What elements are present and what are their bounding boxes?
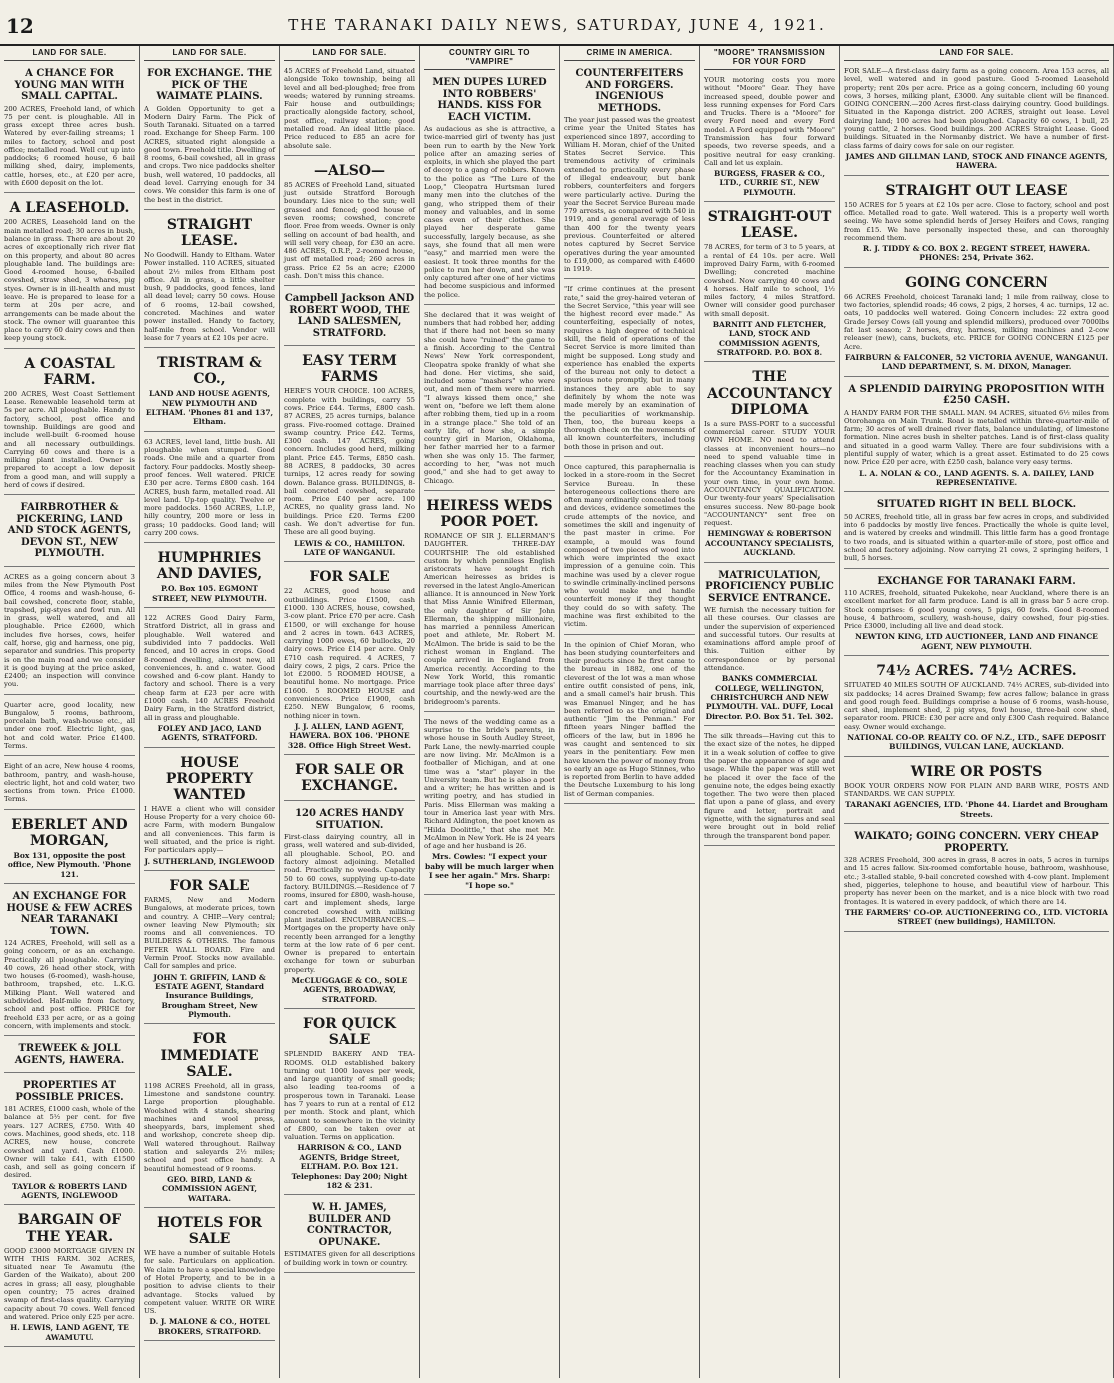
ad-body-text: WE have a number of suitable Hotels for sale. Particulars on application. We claim to have a special knowledge of Hotel Property, and to be in a position to advise clients to their advantage. Stocks valued by competent valuer. WRITE OR WIRE US. bbox=[144, 1249, 275, 1316]
ad-signature: HEMINGWAY & ROBERTSON ACCOUNTANCY SPECIALISTS, AUCKLAND. bbox=[704, 529, 835, 558]
ad-heading: WAIKATO; GOING CONCERN. VERY CHEAP PROPERTY. bbox=[854, 831, 1099, 854]
ad-body-text: GOOD £3000 MORTGAGE GIVEN IN WITH THIS FARM. 302 ACRES, situated near Te Awamutu (the Garden of the Waikato), about 200 acres in grass; all easy, ploughable open country; 75 acres drained swamp of first-class quality. Carrying capacity about 70 cows. Well fenced and watered. Price only £25 per acre. bbox=[4, 1246, 135, 1321]
ad-heading: A CHANCE FOR YOUNG MAN WITH SMALL CAPITAL. bbox=[14, 68, 125, 102]
ad-signature: THE FARMERS' CO-OP. AUCTIONEERING CO., LTD. VICTORIA STREET (new buildings), HAMILTON. bbox=[845, 907, 1108, 927]
ad-body-text: 200 ACRES, West Coast Settlement Lease. Renewable leasehold term at 5s per acre. All ploughable. Handy to factory, school, post office and township. Buildings are good and include well-built 6-roomed house and all necessary outbuildings. Carrying 60 cows and there is a milking plant installed. Owner is prepared to accept a low deposit from a good man, and will supply a herd of cows if desired. bbox=[4, 389, 135, 489]
advertisement bbox=[704, 729, 835, 846]
ad-signature: JAMES AND GILLMAN LAND, STOCK AND FINANCE AGENTS, HAWERA. bbox=[845, 151, 1108, 171]
ad-body-text: HERE'S YOUR CHOICE. 100 ACRES, complete with buildings, carry 55 cows. Price £44. Terms, £800 cash. 87 ACRES, 25 acres turnips, balance grass. Five-roomed cottage. Drained swamp country. Price £42. Terms, £300 cash. 147 ACRES, going concern. Includes good herd, milking plant. Price £45. Terms, £850 cash. 88 ACRES, 8 paddocks, 30 acres turnips, 12 acres ready for sowing down. Balance grass. BUILDINGS, 8-bail concreted cowshed, separate room. Price £40 per acre. 100 ACRES, no quality grass land. No buildings. Price £20. Terms £200 cash. We don't advertise for fun. These are all good buying. bbox=[284, 387, 415, 537]
ad-signature: TAYLOR & ROBERTS LAND AGENTS, INGLEWOOD bbox=[12, 1181, 127, 1201]
ad-heading: PROPERTIES AT POSSIBLE PRICES. bbox=[15, 1080, 124, 1103]
ad-signature: BURGESS, FRASER & CO., LTD., CURRIE ST., NEW PLYMOUTH. bbox=[714, 169, 825, 197]
advertisement bbox=[4, 1076, 135, 1205]
ad-body-text: ROMANCE OF SIR J. ELLERMAN'S DAUGHTER. THREE-DAY COURTSHIP. The old established custom by which penniless English aristocrats have sought rich American heiresses as brides is reversed in the latest Anglo-American alliance. It is announced in New York that Miss Annie Winifred Ellerman, the only daughter of Sir John Ellerman, the shipping millionaire, has married a penniless American poet and athlete, Mr. Robert M. McAlmon. The bride is said to be the richest woman in England. The couple arrived in England from America recently. According to the New York World, this romantic marriage took place after three days' courtship, and the newly-wed are the bridegroom's parents. bbox=[424, 532, 556, 706]
masthead bbox=[0, 0, 1114, 46]
column-header: LAND FOR SALE. bbox=[284, 46, 415, 61]
ad-body-text: A HANDY FARM FOR THE SMALL MAN. 94 ACRES, situated 6½ miles from Otorohanga on Main Trunk. Road is metalled within three-quarter-mile of farm; 30 acres of well drained river flats, balance undulating, of limestone formation. Nine acres bush in shelter patches. Land is of first-class quality and situated in a good warm Valley. There are four subdivisions with a plentiful supply of water, which is a great asset. Estimated to do 25 cows now. Price £20 per acre, with £250 cash, balance very easy terms. bbox=[844, 408, 1109, 467]
ad-body-text: Once captured, this paraphernalia is locked in a store-room in the Secret Service Bureau. In these heterogeneous collections there are often many ordinarily concealed tools and devices, evidence sometimes the crude attempts of the novice, and sometimes the skill and ingenuity of the past master in crime. For example, a mould was found composed of two pieces of wood into which were imprinted the exact impression of a genuine coin. This machine was used by a clever rogue to swindle criminally-inclined persons who would make and handle counterfeit money if they thought they could do so with safety. The machine was first exhibited to the victim. bbox=[564, 462, 695, 629]
advertisement bbox=[4, 887, 135, 1036]
ad-body-text: The year just passed was the greatest crime year the United States has experienced since 1897, according to William H. Moran, chief of the United States Secret Service. This tremendous activity of criminals extended to practically every phase of illegal endeavour, but bank robbers, counterfeiters and forgers were particularly active. During the year the Secret Service Bureau made 779 arrests, as compared with 540 in 1919, and a general average of less than 400 for the twenty years previous. Counterfeited or altered notes captured by Secret Service operatives during the year amounted to £19,000, as compared with £4600 in 1919. bbox=[564, 116, 695, 274]
advertisement bbox=[284, 349, 415, 562]
ad-heading: HOTELS FOR SALE bbox=[156, 1214, 263, 1247]
ad-body-text: The news of the wedding came as a surprise to the bride's parents, in whose house in South Audley Street, Park Lane, the newly-married couple are now living. Mr. McAlmon is a footballer of Michigan, and at one time was a "star" player in the University team. But he is also a poet and a writer; he has written and is writing poetry, and has studied in Paris. Miss Ellerman was making a tour in America last year with Mrs. Richard Aldington, the poet known as "Hilda Doolittle," that she met Mr. McAlmon in New York. He is 24 years of age and her husband is 26. bbox=[424, 717, 555, 851]
ad-body-text: No Goodwill. Handy to Eltham. Water Power installed. 110 ACRES, situated about 2½ miles from Eltham post office. All in grass, a little shelter bush, 9 paddocks, good fences, land all dead level; carry 50 cows. House of 6 rooms, 12-bail cowshed, concreted. Machines and water power installed. Handy to factory, half-mile from school. Vendor will lease for 7 years at £2 10s per acre. bbox=[144, 251, 275, 342]
column-header: LAND FOR SALE. bbox=[4, 46, 135, 61]
ad-heading: THE ACCOUNTANCY DIPLOMA bbox=[707, 369, 832, 418]
ad-body-text: 181 ACRES, £1000 cash, whole of the balance at 5½ per cent. for five years. 127 ACRES, £750. With 40 cows. Machines, good sheds, etc. 118 ACRES, new house, concrete cowshed and yard. Cash £1000. Owner will take £41, with £1500 cash, and sell as going concern if desired. bbox=[4, 1105, 135, 1180]
ad-body-text: FOR SALE—A first-class dairy farm as a going concern. Area 153 acres, all level, well watered and in good pasture. Good 5-roomed Leasehold property; rent 20s per acre. Price as a going concern, including 60 young cows, 3 horses, milking plant, £3000. Any suitable client will be financed. GOING CONCERN.—200 Acres first-class dairying country. Good buildings. Situated in the Kaponga district. 200 ACRES, straight out lease. Level dairying land; 100 acres had been ploughed. Capacity 60 cows, 1 bull, 25 young cattle, 2 horses. Good buildings. 200 ACRES Straight Lease. Good buildings. Situated in the Normanby district. We have a number of first-class farms of dairy cows for sale on our register. bbox=[844, 67, 1109, 150]
column-5 bbox=[560, 46, 700, 1378]
ad-heading: W. H. JAMES, BUILDER AND CONTRACTOR, OPUNAKE. bbox=[306, 1202, 393, 1248]
ad-heading: FAIRBROTHER & PICKERING, LAND AND STOCK AGENTS, DEVON ST., NEW PLYMOUTH. bbox=[7, 502, 132, 560]
advertisement bbox=[4, 498, 135, 567]
ad-signature: LAND AND HOUSE AGENTS, NEW PLYMOUTH AND ELTHAM. 'Phones 81 and 137, Eltham. bbox=[145, 389, 274, 427]
ad-signature: JOHN T. GRIFFIN, LAND & ESTATE AGENT, Standard Insurance Buildings, Brougham Street, New Plymouth. bbox=[153, 972, 266, 1020]
advertisement bbox=[144, 435, 275, 543]
advertisement bbox=[144, 64, 275, 210]
advertisement bbox=[424, 73, 555, 305]
ad-heading: A LEASEHOLD. bbox=[9, 200, 130, 217]
advertisement bbox=[704, 73, 835, 202]
ad-body-text: 85 ACRES of Freehold Land, situated just outside Stratford Borough boundary. Lies nice to the sun; well grassed and fenced; good house of seven rooms; cowshed, concrete floor. Free from weeds. Owner is only selling on account of bad health, and will sell very cheap, for £30 an acre. 486 ACRES, O.R.P., 2-roomed house, just off metalled road; 260 acres in grass. Price £2 5s an acre; £2000 cash. Don't miss this chance. bbox=[284, 180, 415, 280]
ad-signature: McCLUGGAGE & CO., SOLE AGENTS, BROADWAY, STRATFORD. bbox=[291, 975, 408, 1004]
ad-heading: AN EXCHANGE FOR HOUSE & FEW ACRES NEAR TARANAKI TOWN. bbox=[6, 891, 133, 937]
ad-body-text: 328 ACRES Freehold, 300 acres in grass, 8 acres in oats, 5 acres in turnips and 15 acres fallow. Six-roomed comfortable house, bathroom, washhouse, etc.; 3-stalled stable, 9-bail concreted cowshed with 4-cow plant. Implement shed, piggeries, telephone to house, and beautiful view of harbour. This property has never been on the market, and is a nice block with two road frontages. It is watered in every paddock, of which there are 14. bbox=[844, 856, 1109, 906]
advertisement bbox=[704, 365, 835, 562]
advertisement bbox=[844, 179, 1109, 268]
ad-body-text: 66 ACRES Freehold, choicest Taranaki land; 1 mile from railway, close to two factories, splendid roads; 46 cows, 2 pigs, 2 horses, 4 ac. turnips, 12 ac. oats, 10 paddocks well watered. Going Concern includes: 22 extra good Grade Jersey Cows (all young and splendid milkers), produced over 7000lbs fat last season; 2 horses, dray, harness, milking machines and 2-cow releaser (new), cans, buckets, etc. PRICE for GOING CONCERN £125 per Acre. bbox=[844, 292, 1109, 351]
ad-body-text: ESTIMATES given for all descriptions of building work in town or country. bbox=[284, 1250, 415, 1267]
ad-heading: A COASTAL FARM. bbox=[24, 355, 115, 388]
advertisement bbox=[284, 64, 415, 156]
advertisement bbox=[284, 1198, 415, 1273]
advertisement bbox=[424, 715, 555, 895]
advertisement bbox=[844, 827, 1109, 931]
advertisement bbox=[844, 271, 1109, 377]
ad-heading: TREWEEK & JOLL AGENTS, HAWERA. bbox=[14, 1043, 125, 1066]
ad-heading: FOR IMMEDIATE SALE. bbox=[160, 1031, 259, 1080]
ad-signature: GEO. BIRD, LAND & COMMISSION AGENT, WAITARA. bbox=[162, 1174, 257, 1203]
advertisement bbox=[144, 751, 275, 871]
advertisement bbox=[704, 205, 835, 362]
advertisement bbox=[4, 813, 135, 884]
column-7 bbox=[840, 46, 1114, 1378]
ad-signature: LEWIS & CO., HAMILTON. LATE OF WANGANUI. bbox=[294, 538, 405, 557]
ad-body-text: 78 ACRES, for term of 3 to 5 years, at a rental of £4 10s. per acre. Well improved Dairy Farm, with 6-roomed Dwelling; concreted machine cowshed. Now carrying 40 cows and 4 horses. Half mile to school, 1½ miles factory, 4 miles Stratford. Owner will consider good purchaser with small deposit. bbox=[704, 243, 835, 318]
advertisement bbox=[144, 874, 275, 1025]
ad-heading: STRAIGHT OUT LEASE bbox=[885, 182, 1068, 199]
ad-heading: FOR SALE bbox=[309, 569, 390, 586]
ad-heading: 120 ACRES HANDY SITUATION. bbox=[295, 808, 404, 831]
ad-heading: A SPLENDID DAIRYING PROPOSITION WITH £250 CASH. bbox=[848, 383, 1105, 407]
advertisement bbox=[424, 308, 555, 491]
advertisement bbox=[844, 380, 1109, 493]
advertisement bbox=[844, 572, 1109, 657]
ad-heading: COUNTERFEITERS AND FORGERS. INGENIOUS METHODS. bbox=[575, 68, 684, 114]
ad-heading: TRISTRAM & CO., bbox=[157, 355, 262, 388]
ad-signature: BARNITT AND FLETCHER, LAND, STOCK AND COMMISSION AGENTS, STRATFORD. P.O. BOX 8. bbox=[712, 319, 827, 358]
ad-heading: BARGAIN OF THE YEAR. bbox=[17, 1212, 122, 1245]
advertisement bbox=[4, 570, 135, 695]
advertisement bbox=[564, 638, 695, 804]
advertisement bbox=[564, 282, 695, 457]
advertisement bbox=[4, 1208, 135, 1346]
ad-body-text: 22 ACRES, good house and outbuildings. Price £1500, cash £1000. 130 ACRES, house, cowshed, 3-cow plant. Price £70 per acre. Cash £1500, or will exchange for house and 2 acres in town. 643 ACRES, carrying 1000 ewes, 60 bullocks, 20 dairy cows. Price £14 per acre. Only £710 cash required. 4 ACRES, 7 dairy cows, 2 pigs, 2 cars. Price the lot £2000. 5 ROOMED HOUSE, a beautiful home. No mortgage. Price £1600. 5 ROOMED HOUSE and conveniences. Price £1900, cash £250. NEW Bungalow, 6 rooms, nothing nicer in town. bbox=[284, 587, 415, 720]
ad-body-text: 124 ACRES, Freehold, will sell as a going concern, or as an exchange. Practically all ploughable. Carrying 40 cows, 26 head other stock, with two houses (6-roomed), wash-house, bathroom, trapshed, etc. L.K.G. Milking Plant. Well watered and subdivided. Half-mile from factory, school and post office. PRICE for freehold £33 per acre, or as a going concern, with implements and stock. bbox=[4, 939, 135, 1030]
ad-signature: HARRISON & CO., LAND AGENTS, Bridge Street, ELTHAM. P.O. Box 121. Telephones: Day 200; Night 182 & 231. bbox=[291, 1143, 408, 1190]
ad-body-text: First-class dairying country, all in grass, well watered and sub-divided, all ploughable. School, P.O. and factory almost adjoining. Metalled road. Practically no weeds. Capacity 50 to 60 cows, supplying up-to-date factory. BUILDINGS.—Residence of 7 rooms, insured for £800, wash-house, cart and implement sheds, large concreted cowshed with milking plant installed. ENCUMBRANCES.—Mortgages on the property have only recently been arranged for a lengthy term at the low rate of 6 per cent. Owner is prepared to entertain exchange for town or suburban property. bbox=[284, 833, 415, 974]
advertisement bbox=[844, 64, 1109, 176]
ad-heading: FOR EXCHANGE. THE PICK OF THE WAIMATE PLAINS. bbox=[147, 68, 272, 102]
ad-signature: TARANAKI AGENCIES, LTD. 'Phone 44. Liardet and Brougham Streets. bbox=[845, 800, 1108, 819]
ad-heading: FOR SALE OR EXCHANGE. bbox=[295, 762, 404, 795]
ad-signature: NATIONAL CO-OP. REALTY CO. OF N.Z., LTD., SAFE DEPOSIT BUILDINGS, VULCAN LANE, AUCKLAND. bbox=[847, 732, 1106, 752]
ad-heading: MATRICULATION, PROFICIENCY PUBLIC SERVICE ENTRANCE. bbox=[705, 569, 834, 604]
ad-body-text: In the opinion of Chief Moran, who has been studying counterfeiters and their products since he first came to the bureau in 1882, one of the cleverest of the lot was a man whose entire outfit consisted of pens, ink, and a small camel's hair brush. This was Emanuel Ninger, and he has been referred to as the original and authentic "Jim the Penman." For fifteen years Ninger baffled the officers of the law, but in 1896 he was caught and sentenced to six years in the penitentiary. Few men have known the power of money from so early an age as Hugo Stinnes, who is reported from Berlin to have added the Deutsche Luxemburg to his long list of German companies. bbox=[564, 640, 695, 798]
ad-signature: FOLEY AND JACO, LAND AGENTS, STRATFORD. bbox=[157, 723, 262, 743]
ad-body-text: 150 ACRES for 5 years at £2 10s per acre. Close to factory, school and post office. Metalled road to gate. Well watered. This is a property well worth seeing. We have some splendid herds of Jersey Heifers and Cows, ranging from £15. We have personally inspected these, and can thoroughly recommend them. bbox=[844, 200, 1109, 242]
ad-heading: 74½ ACRES. 74½ ACRES. bbox=[876, 663, 1077, 680]
ad-signature: L. A. NOLAN & CO., LAND AGENTS. S. A. DAILEY, LAND REPRESENTATIVE. bbox=[859, 468, 1094, 487]
ad-body-text: SITUATED 40 MILES SOUTH OF AUCKLAND. 74½ ACRES, sub-divided into six paddocks; 14 acres Drained Swamp; few acres fallow; balance in grass and good rough feed. Buildings comprise a house of 6 rooms, wash-house, cart shed, implement shed, 2 pig styes, fowl house, three-bail cow shed, separator room. PRICE: £30 per acre and only £300 Cash required. Balance easy. Owner would exchange. bbox=[844, 681, 1109, 731]
ad-signature: J. J. ALLEN, LAND AGENT, HAWERA. BOX 106. 'PHONE 328. Office High Street West. bbox=[288, 721, 411, 750]
ad-signature: NEWTON KING, LTD AUCTIONEER, LAND AND FINANCE AGENT, NEW PLYMOUTH. bbox=[855, 632, 1098, 651]
column-2 bbox=[140, 46, 280, 1378]
advertisement bbox=[144, 351, 275, 432]
ad-heading: FOR QUICK SALE bbox=[303, 1016, 396, 1049]
advertisement bbox=[144, 611, 275, 747]
ad-body-text: WE furnish the necessary tuition for all these courses. Our classes are under the supervision of experienced and successful tutors. Our results at examinations afford ample proof of this. Tuition either by correspondence or by personal attendance. bbox=[704, 606, 835, 672]
ad-heading: WIRE OR POSTS bbox=[910, 763, 1043, 780]
advertisement bbox=[284, 1012, 415, 1195]
ad-heading: STRAIGHT LEASE. bbox=[166, 216, 253, 249]
advertisement bbox=[4, 1039, 135, 1073]
column-1 bbox=[0, 46, 140, 1378]
column-header: LAND FOR SALE. bbox=[844, 46, 1109, 61]
ad-body-text: 45 ACRES of Freehold Land, situated alongside Toko township, being all level and all bed-ploughed; free from weeds; watered by running streams. Fair house and outbuildings; practically alongside factory, school, post office, railway station; good metalled road. An ideal little place. Price reduced to £85 an acre for absolute sale. bbox=[284, 67, 415, 150]
ad-body-text: I HAVE a client who will consider House Property for a very choice 60-acre Farm, with modern Bungalow and all conveniences. This farm is well situated, and the price is right. For particulars apply— bbox=[144, 804, 275, 855]
advertisement bbox=[144, 1027, 275, 1208]
ad-body-text: Eight of an acre, New house 4 rooms, bathroom, pantry, and wash-house, electric light, hot and cold water, two sections from town. Price £1000. Terms. bbox=[4, 762, 135, 804]
advertisement bbox=[144, 546, 275, 608]
ad-heading: EBERLET AND MORGAN, bbox=[11, 816, 128, 849]
ad-body-text: A Golden Opportunity to get a Modern Dairy Farm. The Pick of South Taranaki. Situated on a tarred road. Exchange for Sheep Farm. 100 ACRES, situated right alongside a good town. Freehold title. Dwelling of 8 rooms, 6-bail cowshed, all in grass and crops. Two nice paddocks shelter bush, well watered, 10 paddocks, all dead level. Carrying enough for 34 cows. We consider this farm is one of the best in the district. bbox=[144, 104, 276, 204]
ad-body-text: 63 ACRES, level land, little bush. All ploughable when stumped. Good roads. One mile and a quarter from factory. Four paddocks. Mostly sheep-proof fences. Well watered. PRICE £30 per acre. Terms £800 cash. 164 ACRES, bush farm, metalled road. All level land. Up-top quality. Twelve or more paddocks. 1560 ACRES, L.I.P., hilly country, 200 more or less in grass; 10 paddocks. Good land; will carry 200 cows. bbox=[144, 437, 275, 537]
ad-body-text: FARMS, New and Modern Bungalows, at moderate prices, town and country. A CHIP.—Very central; owner leaving New Plymouth; six rooms and all conveniences. TO BUILDERS & OTHERS. The famous PETER WALL BOARD. Fire and Vermin Proof. Stocks now available. Call for samples and price. bbox=[144, 896, 275, 971]
ad-signature: FAIRBURN & FALCONER, 52 VICTORIA AVENUE, WANGANUI. LAND DEPARTMENT, S. M. DIXON, Manager. bbox=[844, 352, 1109, 372]
ad-body-text: As audacious as she is attractive, a twice-married girl of twenty has just been run to earth by the New York police after an amazing series of exploits, in which she played the part of decoy to a gang of robbers. Known to the police as "The Lure of the Loop," Cleopatra Hurtsman lured many men into the clutches of the gang, who stripped them of their money and valuables, and in some cases even of their clothes. She played her desperate game successfully, largely because, as she says, she found that all men were "easy," and married men were the easiest. It took three months for the police to run her down, and she was only captured after one of her victims had become suspicious and informed the police. bbox=[424, 125, 555, 299]
ad-heading: HEIRESS WEDS POOR POET. bbox=[426, 497, 553, 530]
advertisement bbox=[844, 659, 1109, 757]
advertisement bbox=[284, 565, 415, 755]
ad-heading: STRAIGHT-OUT LEASE. bbox=[707, 209, 832, 242]
ad-body-text: 50 ACRES, freehold title, all in grass bar few acres in crops, and subdivided into 6 paddocks by mostly live fences. Practically the whole is quite level, and is watered by creeks and windmill. This little farm has a good frontage to two roads, and is situated within a quarter-mile of store, post office and school and factory adjoining. Now carrying 21 cows, 2 springing heifers, 1 bull, 5 horses. bbox=[844, 512, 1109, 563]
page-number: 12 bbox=[6, 14, 34, 38]
column-header: "MOORE" TRANSMISSION FOR YOUR FORD bbox=[704, 46, 835, 70]
ad-heading: EXCHANGE FOR TARANAKI FARM. bbox=[877, 575, 1076, 587]
column-header: COUNTRY GIRL TO "VAMPIRE" bbox=[424, 46, 555, 70]
advertisement bbox=[704, 566, 835, 727]
ad-heading: EASY TERM FARMS bbox=[302, 353, 397, 386]
ad-signature: Box 131, opposite the post office, New Plymouth. 'Phone 121. bbox=[7, 850, 132, 879]
advertisement bbox=[4, 698, 135, 757]
ad-heading: Campbell Jackson AND ROBERT WOOD, THE LAND SALESMEN, STRATFORD. bbox=[284, 293, 415, 339]
advertisement bbox=[144, 213, 275, 348]
column-4 bbox=[420, 46, 560, 1378]
ad-body-text: Quarter acre, good locality, new Bungalow, 5 rooms, bathroom, porcelain bath, wash-house etc., all under one roof. Electric light, gas, hot and cold water. Price £1400. Terms. bbox=[4, 700, 135, 751]
ad-heading: —ALSO— bbox=[313, 162, 385, 179]
ad-body-text: 200 ACRES, Freehold land, of which 75 per cent. is ploughable. All in grass except three acres bush. Watered by ever-failing streams; 1 miles to factory, school and post office; metalled road. Well cut up into paddocks; 6 roomed house, 6 bail milking shed, dairy, implements, cattle, horses, etc., at £20 per acre, with £600 deposit on the lot. bbox=[4, 104, 135, 188]
ad-body-text: Is a sure PASS-PORT to a successful commercial career. STUDY YOUR OWN HOME. NO need to attend classes at inconvenient hours—no need to spend valuable time in reaching classes when you can study for the Accountancy Examination in your own time, in your own home. ACCOUNTANCY QUALIFICATION. Our twenty-four years' Specialisation ensures success. New 80-page book "ACCOUNTANCY" sent free on request. bbox=[704, 419, 835, 528]
advertisement bbox=[564, 460, 695, 635]
ad-heading: SITUATED RIGHT IN BELL BLOCK. bbox=[876, 499, 1077, 511]
advertisement bbox=[4, 759, 135, 809]
ad-body-text: YOUR motoring costs you more without "Moore" Gear. They have increased speed, double power and less running expenses for Ford Cars and Trucks. There is a "Moore" for every Ford need and every Ford model. A Ford equipped with "Moore" Transmission has four forward speeds, two reverse speeds, and a positive neutral for easy cranking. Call and let us explain. bbox=[704, 76, 835, 167]
column-header: LAND FOR SALE. bbox=[144, 46, 275, 61]
ad-body-text: BOOK YOUR ORDERS NOW FOR PLAIN AND BARB WIRE, POSTS AND STANDARDS. WE CAN SUPPLY. bbox=[844, 781, 1109, 799]
ad-heading: FOR SALE bbox=[169, 877, 250, 894]
ad-body-text: The silk threads—Having cut this to the exact size of the notes, he dipped it in a weak solution of coffee to give the paper the appearance of age and usage. While the paper was still wet he placed it over the face of the genuine note, the edges being exactly together. The two were then placed flat upon a pane of glass, and every figure and letter, portrait and vignette, with the signatures and seal were brought out in bold relief through the transparent bond paper. bbox=[704, 732, 835, 840]
ad-body-text: She declared that it was weight of numbers that had robbed her, adding that if there had not been so many she could have "ruined" the game to a finish. According to the Central News' New York correspondent, Cleopatra spoke frankly of what she had done. Her victims, she said, included some "mashers" who were out, and men of them were married. "I always kissed them once," she went on, "before we left them alone after robbing them, tied up in a room in a strange place." She told of an early life, of how she, a simple country girl in Marion, Oklahoma, her father married her to a farmer when she was only 15. The farmer, according to her, "was not much good," and she had to get away to Chicago. bbox=[424, 310, 555, 485]
ad-heading: MEN DUPES LURED INTO ROBBERS' HANDS. KISS FOR EACH VICTIM. bbox=[432, 77, 547, 123]
column-6 bbox=[700, 46, 840, 1378]
column-3 bbox=[280, 46, 420, 1378]
advertisement bbox=[424, 494, 555, 712]
advertisement bbox=[284, 758, 415, 801]
advertisement bbox=[4, 196, 135, 348]
advertisement bbox=[144, 1211, 275, 1341]
advertisement bbox=[284, 159, 415, 286]
ad-body-text: 110 ACRES, freehold, situated Pukekohe, near Auckland, where there is an excellent market for all farm produce. Land is all in grass bar 5 acre crop. Stock comprises: 6 good young cows, 5 pigs, 60 fowls. Good 8-roomed house, 4 bathroom, scullery, wash-house, dairy cowshed, four pig-sties. Price £3000, including all live and dead stock. bbox=[844, 589, 1109, 631]
advertisement bbox=[564, 64, 695, 279]
ad-body-text: SPLENDID BAKERY AND TEA-ROOMS. OLD established bakery turning out 1000 loaves per week, and large quantity of small goods; also leading tea-rooms of a prosperous town in Taranaki. Lease has 7 years to run at a rental of £12 per month. Stock and plant, which amount to somewhere in the vicinity of £800, can be taken over at valuation. Terms on application. bbox=[284, 1050, 415, 1142]
ad-body-text: "If crime continues at the present rate," said the grey-haired veteran of the Secret Service, "this year will see the highest record ever made." As counterfeiting, especially of notes, requires a high degree of technical skill, the field of operations of the Secret Service is more limited than might be supposed. Long study and experience has enabled the experts of the bureau not only to detect a spurious note promptly, but in many instances they are able to say definitely by whom the note was made merely by an examination of the peculiarities of workmanship. Then, too, the bureau keeps a thorough check on the movements of all known counterfeiters, including both those in prison and out. bbox=[564, 285, 695, 451]
advertisement bbox=[4, 352, 135, 496]
ad-signature: D. J. MALONE & CO., HOTEL BROKERS, STRATFORD. bbox=[149, 1317, 270, 1336]
advertisement bbox=[284, 289, 415, 346]
ad-heading: GOING CONCERN bbox=[905, 274, 1048, 291]
ad-body-text: 200 ACRES, Leasehold land on the main metalled road; 30 acres in bush, balance in grass. There are about 20 acres of exceptionally rich river flat on this property, and about 80 acres ploughable land. The buildings are: Good 4-roomed house, 6-bailed cowshed, straw shed, 3 whares, pig styes. Owner is in ill-health and must leave. He is prepared to lease for a term at 20s per acre, and arrangements can be made about the stock. The owner will guarantee this place to carry 60 dairy cows and then keep young stock. bbox=[4, 218, 135, 343]
advertisement bbox=[844, 495, 1109, 568]
ad-signature: J. SUTHERLAND, INGLEWOOD bbox=[144, 856, 275, 866]
advertisement bbox=[4, 64, 135, 193]
ad-signature: R. J. TIDDY & CO. BOX 2. REGENT STREET, HAWERA. PHONES: 254, Private 362. bbox=[862, 244, 1091, 263]
ad-signature: P.O. Box 105. EGMONT STREET, NEW PLYMOUTH. bbox=[152, 584, 267, 603]
column-header: CRIME IN AMERICA. bbox=[564, 46, 695, 61]
ad-heading: HOUSE PROPERTY WANTED bbox=[165, 754, 254, 803]
newspaper-title: THE TARANAKI DAILY NEWS, SATURDAY, JUNE 4, 1921. bbox=[288, 16, 826, 34]
ad-heading: HUMPHRIES AND DAVIES, bbox=[156, 550, 263, 583]
ad-signature: BANKS COMMERCIAL COLLEGE, WELLINGTON, CHRISTCHURCH AND NEW PLYMOUTH. VAL. DUFF, Local Director. P.O. Box 51. Tel. 302. bbox=[705, 674, 834, 721]
advertisement bbox=[844, 760, 1109, 824]
ad-body-text: 122 ACRES Good Dairy Farm, Stratford District, all in grass and ploughable. Well watered and subdivided into 7 paddocks. Well fenced, and 10 acres in crops. Good 8-roomed dwelling, almost new, all conveniences, h. and c. water. Good cowshed and 6-cow plant. Handy to factory and school. There is a very cheap farm at £23 per acre with £1000 cash. 140 ACRES Freehold Dairy Farm, in the Stratford district, all in grass and ploughable. bbox=[144, 614, 275, 722]
ad-body-text: ACRES as a going concern about 3 miles from the New Plymouth Post Office, 4 rooms and wash-house, 6-bail cowshed, concrete floor, stable, trapshed, pig-styes and fowl run. All in grass, well watered, and all ploughable. Price £2600, which includes five horses, cows, heifer calf, horse, gig and harness, one pig, separator and sundries. This property is on the main road and we consider it is good buying at the price asked, £2400; an inspection will convince you. bbox=[4, 572, 135, 689]
ad-body-text: 1198 ACRES Freehold, all in grass, Limestone and sandstone country. Large proportion ploughable. Woolshed with 4 stands, shearing machines and wool press, sheepyards, bars, implement shed and workshop, concrete sheep dip. Well watered throughout. Railway station and saleyards 2½ miles; school and post office handy. A beautiful homestead of 9 rooms. bbox=[144, 1081, 275, 1173]
ad-signature: Mrs. Cowles: "I expect your baby will be much larger when I see her again." Mrs. Sharp: "I hope so." bbox=[425, 852, 554, 890]
advertisement bbox=[284, 804, 415, 1009]
ad-signature: H. LEWIS, LAND AGENT, TE AWAMUTU. bbox=[10, 1323, 129, 1342]
